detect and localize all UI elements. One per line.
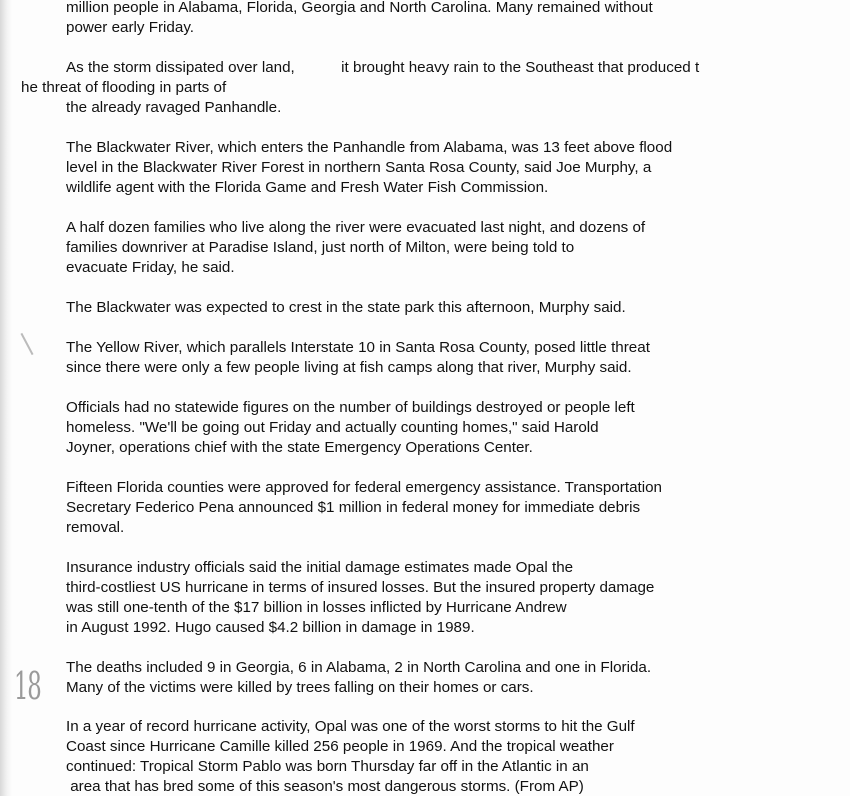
text-line: Joyner, operations chief with the state Emergency Operations Center. (66, 439, 533, 456)
text-line: The Blackwater was expected to crest in the state park this afternoon, Murphy said. (66, 299, 626, 316)
text-line: third-costliest US hurricane in terms of insured losses. But the insured property damage (66, 579, 655, 596)
text-line: families downriver at Paradise Island, just north of Milton, were being told to (66, 239, 575, 256)
pen-mark (20, 333, 33, 355)
text-line: The deaths included 9 in Georgia, 6 in Alabama, 2 in North Carolina and one in Florida. (66, 659, 652, 676)
scan-edge-shadow (0, 0, 12, 796)
text-line: million people in Alabama, Florida, Georgia and North Carolina. Many remained without (66, 0, 653, 16)
text-line: removal. (66, 519, 125, 536)
text-line: evacuate Friday, he said. (66, 259, 235, 276)
text-line: Many of the victims were killed by trees falling on their homes or cars. (66, 679, 534, 696)
text-line: in August 1992. Hugo caused $4.2 billion in damage in 1989. (66, 619, 475, 636)
text-line: In a year of record hurricane activity, Opal was one of the worst storms to hit the Gulf (66, 718, 635, 735)
text-line: Secretary Federico Pena announced $1 million in federal money for immediate debris (66, 499, 641, 516)
text-line: Officials had no statewide figures on the number of buildings destroyed or people left (66, 399, 635, 416)
text-line: Insurance industry officials said the initial damage estimates made Opal the (66, 559, 574, 576)
text-line: area that has bred some of this season's most dangerous storms. (From AP) (66, 778, 584, 795)
handwritten-margin-note: 18 (14, 664, 41, 708)
text-line: Fifteen Florida counties were approved for federal emergency assistance. Transportation (66, 479, 662, 496)
text-line: The Yellow River, which parallels Interstate 10 in Santa Rosa County, posed little threat (66, 339, 650, 356)
text-line: he threat of flooding in parts of (21, 79, 227, 96)
text-line: A half dozen families who live along the river were evacuated last night, and dozens of (66, 219, 646, 236)
text-line: was still one-tenth of the $17 billion in losses inflicted by Hurricane Andrew (66, 599, 567, 616)
text-line: level in the Blackwater River Forest in northern Santa Rosa County, said Joe Murphy, a (66, 159, 652, 176)
text-line: Coast since Hurricane Camille killed 256 people in 1969. And the tropical weather (66, 738, 614, 755)
text-line: the already ravaged Panhandle. (66, 99, 282, 116)
text-line: The Blackwater River, which enters the Panhandle from Alabama, was 13 feet above flood (66, 139, 673, 156)
text-line: power early Friday. (66, 19, 195, 36)
text-line: wildlife agent with the Florida Game and Fresh Water Fish Commission. (66, 179, 549, 196)
text-line: As the storm dissipated over land, it brought heavy rain to the Southeast that produced t (66, 59, 700, 76)
text-line: homeless. "We'll be going out Friday and actually counting homes," said Harold (66, 419, 599, 436)
text-line: continued: Tropical Storm Pablo was born Thursday far off in the Atlantic in an (66, 758, 589, 775)
text-line: since there were only a few people living at fish camps along that river, Murphy said. (66, 359, 632, 376)
